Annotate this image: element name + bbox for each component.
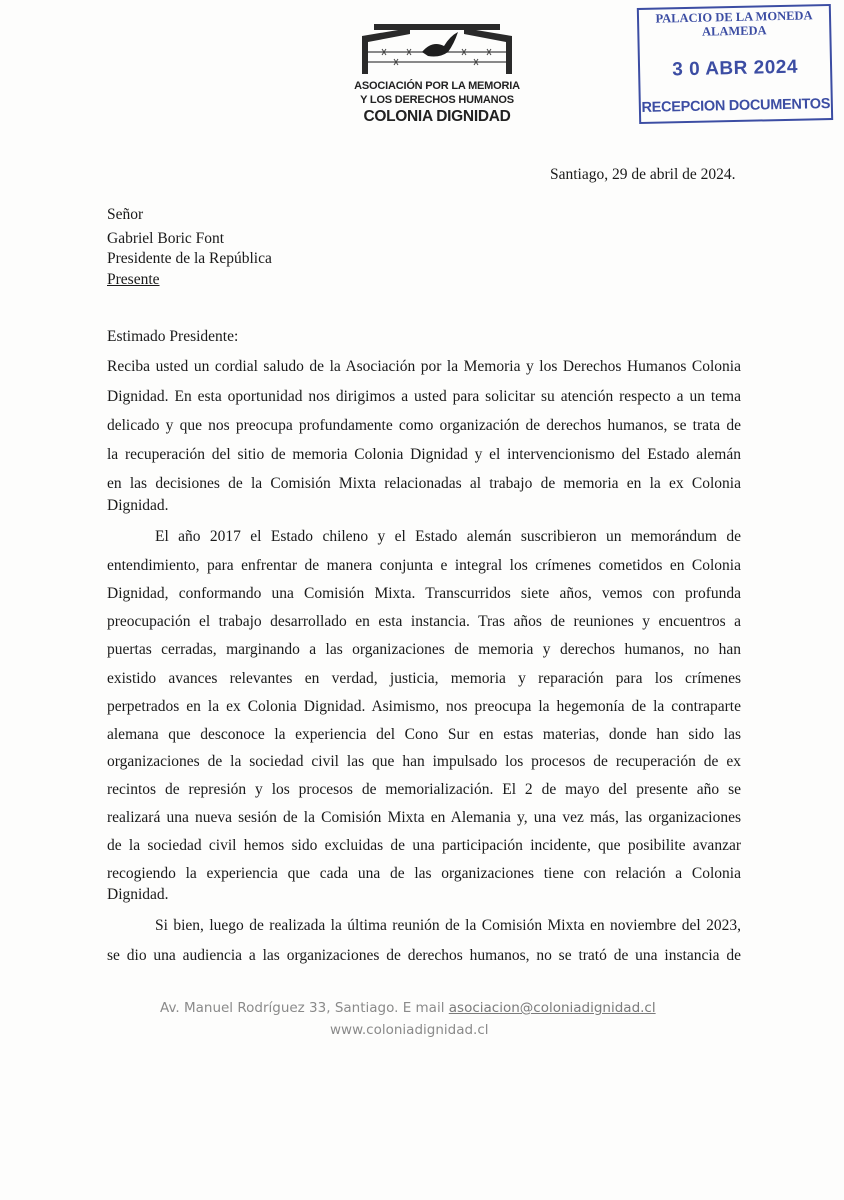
body-line: Reciba usted un cordial saludo de la Asociación por la Memoria y los Derechos Humanos Colonia xyxy=(107,358,741,375)
body-line: existido avances relevantes en verdad, justicia, memoria y reparación para los crímenes xyxy=(107,670,741,687)
letterhead-logo xyxy=(352,22,522,132)
stamp-line-1: PALACIO DE LA MONEDA xyxy=(655,8,813,26)
body-line: organizaciones de la sociedad civil las que han impulsado los procesos de recuperación de ex xyxy=(107,753,741,770)
stamp-line-2: ALAMEDA xyxy=(701,23,767,39)
body-line: Dignidad. xyxy=(107,886,169,903)
body-line: se dio una audiencia a las organizaciones de derechos humanos, no se trató de una instancia de xyxy=(107,947,741,964)
footer-address xyxy=(160,1000,656,1016)
stamp-footer: RECEPCION DOCUMENTOS xyxy=(641,96,831,116)
addressee-line: Gabriel Boric Font xyxy=(107,230,225,247)
body-line: Dignidad, conformando una Comisión Mixta. Transcurridos siete años, vemos con profunda xyxy=(107,585,741,602)
dove-barbed-wire-emblem-icon xyxy=(352,22,522,80)
letterhead-line-3: COLONIA DIGNIDAD xyxy=(363,108,511,125)
body-line: recintos de represión y los procesos de memorialización. El 2 de mayo del presente año se xyxy=(107,781,741,798)
addressee-line: Presidente de la República xyxy=(107,250,272,267)
body-line: perpetrados en la ex Colonia Dignidad. Asimismo, nos preocupa la hegemonía de la contraparte xyxy=(107,698,741,715)
footer-website-link[interactable]: www.coloniadignidad.cl xyxy=(330,1022,489,1038)
footer-email-link[interactable]: asociacion@coloniadignidad.cl xyxy=(448,1000,656,1016)
body-line: alemana que desconoce la experiencia del Cono Sur en estas materias, donde han sido las xyxy=(107,726,741,743)
body-line: Si bien, luego de realizada la última reunión de la Comisión Mixta en noviembre del 2023, xyxy=(155,917,741,934)
body-line: puertas cerradas, marginando a las organizaciones de memoria y derechos humanos, no han xyxy=(107,641,741,658)
letter-date: Santiago, 29 de abril de 2024. xyxy=(550,166,736,183)
body-line: El año 2017 el Estado chileno y el Estado alemán suscribieron un memorándum de xyxy=(155,528,741,545)
body-line: entendimiento, para enfrentar de manera conjunta e integral los crímenes cometidos en Colonia xyxy=(107,557,741,574)
addressee-line: Señor xyxy=(107,206,144,223)
body-line: de la sociedad civil hemos sido excluidas de una participación incidente, que posibilite avanzar xyxy=(107,837,741,854)
body-line: la recuperación del sitio de memoria Colonia Dignidad y el intervencionismo del Estado alemán xyxy=(107,446,741,463)
letterhead-line-2: Y LOS DERECHOS HUMANOS xyxy=(360,94,514,106)
letterhead-line-1: ASOCIACIÓN POR LA MEMORIA xyxy=(354,80,520,92)
stamp-date: 3 0 ABR 2024 xyxy=(672,56,799,81)
footer-address-text: Av. Manuel Rodríguez 33, Santiago. E mail xyxy=(160,1000,445,1016)
salutation: Estimado Presidente: xyxy=(107,328,239,345)
addressee-line: Presente xyxy=(107,271,160,288)
body-line: delicado y que nos preocupa profundamente como organización de derechos humanos, se trata de xyxy=(107,417,741,434)
reception-stamp xyxy=(637,4,833,124)
body-line: realizará una nueva sesión de la Comisión Mixta en Alemania y, una vez más, las organizaciones xyxy=(107,809,741,826)
body-line: Dignidad. xyxy=(107,497,169,514)
body-line: Dignidad. En esta oportunidad nos dirigimos a usted para solicitar su atención respecto a un tema xyxy=(107,388,741,405)
body-line: preocupación el trabajo desarrollado en esta instancia. Tras años de reuniones y encuentros a xyxy=(107,613,741,630)
body-line: recogiendo la experiencia que cada una de las organizaciones tiene con relación a Colonia xyxy=(107,865,741,882)
body-line: en las decisiones de la Comisión Mixta relacionadas al trabajo de memoria en la ex Colonia xyxy=(107,475,741,492)
